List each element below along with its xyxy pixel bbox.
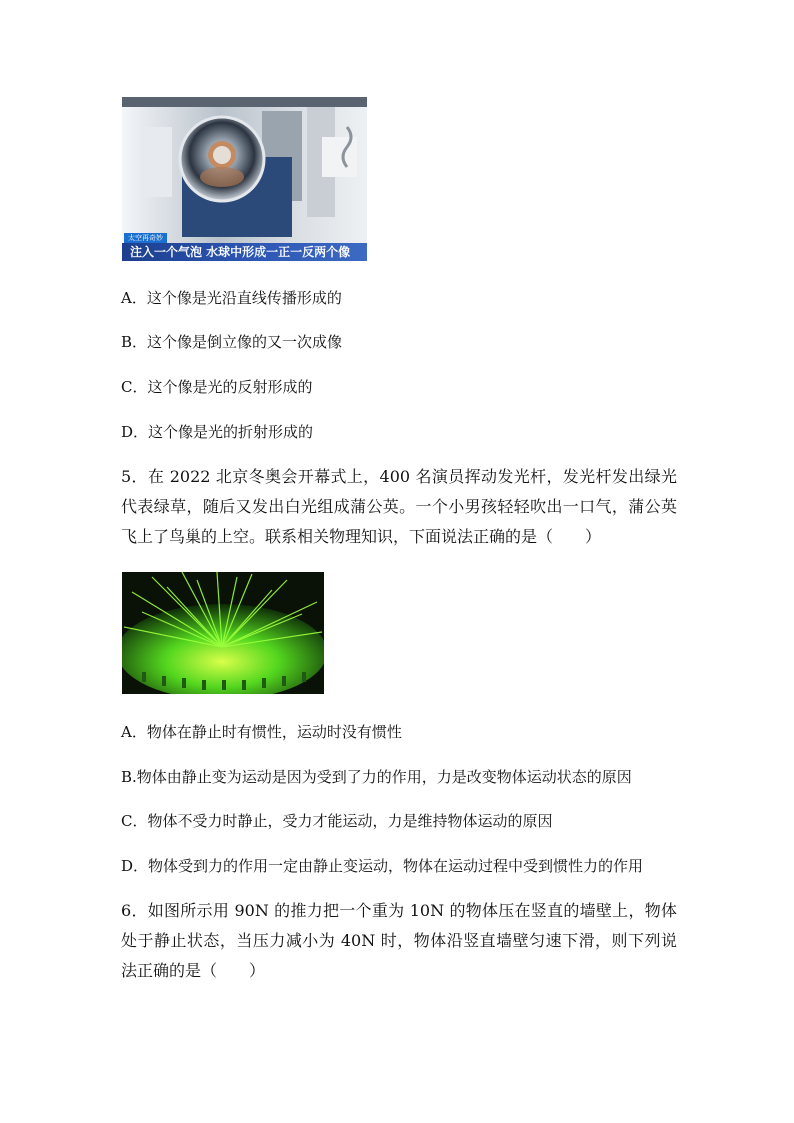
q4-option-a: A．这个像是光沿直线传播形成的 bbox=[121, 289, 342, 307]
green-light-sticks-illustration bbox=[122, 572, 324, 694]
video-caption bbox=[122, 231, 367, 261]
q5-option-d: D．物体受到力的作用一定由静止变运动，物体在运动过程中受到惯性力的作用 bbox=[121, 857, 644, 875]
caption-text: 注入一个气泡 水球中形成一正一反两个像 bbox=[122, 243, 367, 261]
q6-stem: 6．如图所示用 90N 的推力把一个重为 10N 的物体压在竖直的墙壁上，物体处于静止状态，当压力减小为 40N 时，物体沿竖直墙壁匀速下滑，则下列说法正确的是（ ） bbox=[121, 901, 677, 980]
q4-option-c: C．这个像是光的反射形成的 bbox=[121, 378, 313, 396]
q5-stem: 5．在 2022 北京冬奥会开幕式上，400 名演员挥动发光杆，发光杆发出绿光代表绿草，随后又发出白光组成蒲公英。一个小男孩轻轻吹出一口气，蒲公英飞上了鸟巢的上空。联系相关物理知识，下面说法正确的是（ ） bbox=[121, 467, 677, 546]
water-ball-photo bbox=[122, 97, 367, 261]
q5-option-a: A．物体在静止时有惯性，运动时没有惯性 bbox=[121, 723, 402, 741]
caption-tag: 太空再奇妙 bbox=[124, 233, 167, 243]
q5-option-b: B.物体由静止变为运动是因为受到了力的作用，力是改变物体运动状态的原因 bbox=[121, 768, 632, 786]
q4-option-b: B．这个像是倒立像的又一次成像 bbox=[121, 333, 343, 351]
q4-option-d: D．这个像是光的折射形成的 bbox=[121, 423, 314, 441]
dandelion-light-sticks-photo bbox=[122, 572, 324, 694]
q5-option-c: C．物体不受力时静止，受力才能运动，力是维持物体运动的原因 bbox=[121, 812, 553, 830]
